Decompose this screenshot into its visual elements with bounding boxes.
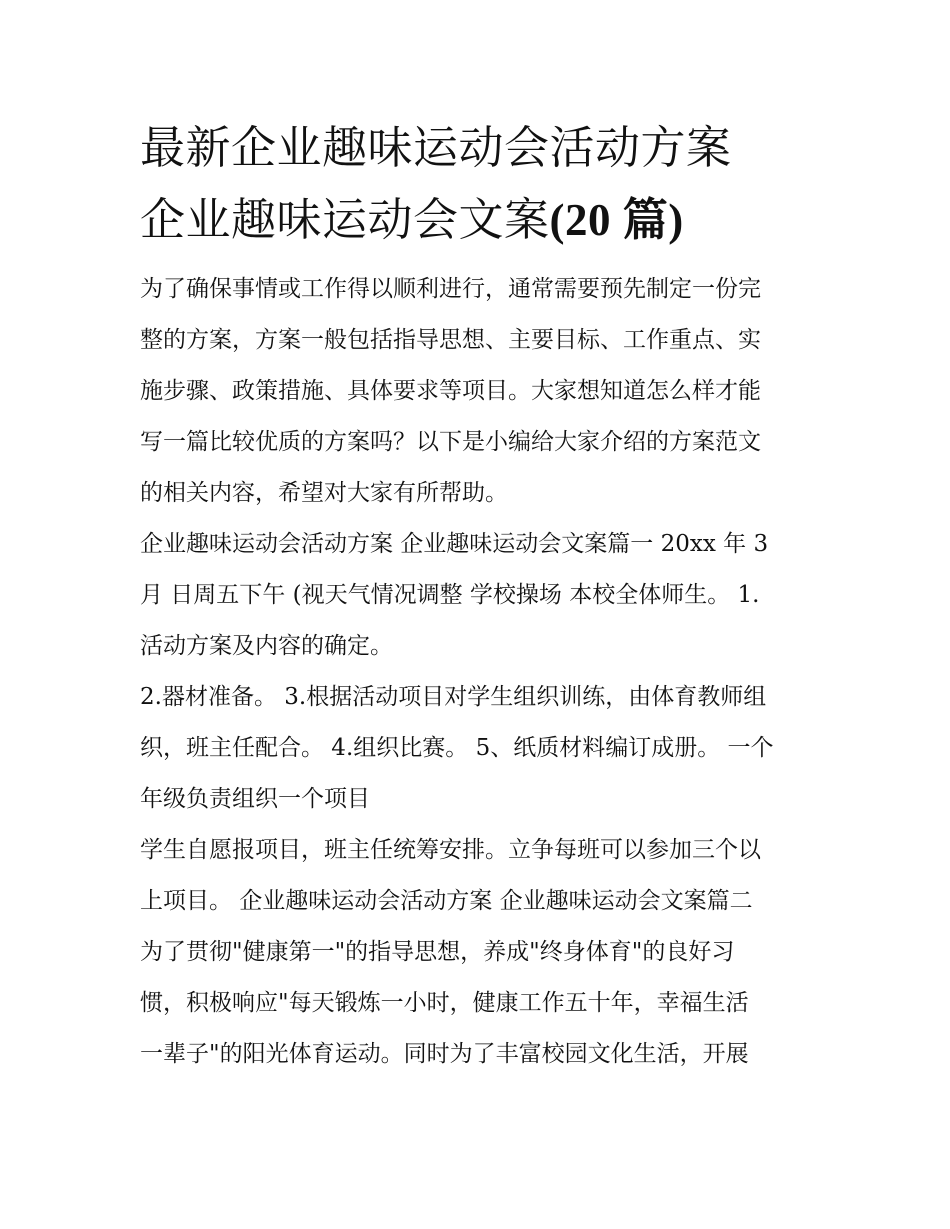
document-body <box>140 264 812 1080</box>
title-line-2 <box>140 184 812 256</box>
paragraph-line: 施步骤、政策措施、具体要求等项目。大家想知道怎么样才能 <box>140 378 761 404</box>
paragraph-line: 为了贯彻"健康第一"的指导思想，养成"终身体育"的良好习 <box>140 939 735 965</box>
paragraph-line: 写一篇比较优质的方案吗？以下是小编给大家介绍的方案范文 <box>140 429 761 455</box>
paragraph-line: 织，班主任配合。 4.组织比赛。 5、纸质材料编订成册。 一个 <box>140 735 774 761</box>
paragraph-line: 企业趣味运动会活动方案 企业趣味运动会文案篇一 20xx 年 3 <box>140 531 769 557</box>
paragraph-line: 惯，积极响应"每天锻炼一小时，健康工作五十年，幸福生活 <box>140 990 749 1016</box>
paragraph-steps <box>140 672 812 825</box>
paragraph-line: 月 日周五下午 (视天气情况调整 学校操场 本校全体师生。 1. <box>140 582 760 608</box>
paragraph-line: 2.器材准备。 3.根据活动项目对学生组织训练，由体育教师组 <box>140 684 767 710</box>
paragraph-intro <box>140 264 812 519</box>
paragraph-line: 上项目。 企业趣味运动会活动方案 企业趣味运动会文案篇二 <box>140 888 753 914</box>
title-count: (20 篇) <box>549 195 684 245</box>
paragraph-plan-one <box>140 519 812 672</box>
title-line-1: 最新企业趣味运动会活动方案 <box>140 121 732 174</box>
paragraph-line: 整的方案，方案一般包括指导思想、主要目标、工作重点、实 <box>140 327 761 353</box>
paragraph-line: 为了确保事情或工作得以顺利进行，通常需要预先制定一份完 <box>140 276 761 302</box>
paragraph-line: 的相关内容，希望对大家有所帮助。 <box>140 480 508 506</box>
paragraph-line: 学生自愿报项目，班主任统筹安排。立争每班可以参加三个以 <box>140 837 761 863</box>
document-title <box>140 112 812 256</box>
title-line-2-text: 企业趣味运动会文案 <box>140 193 550 246</box>
paragraph-line: 一辈子"的阳光体育运动。同时为了丰富校园文化生活，开展 <box>140 1041 749 1067</box>
paragraph-line: 年级负责组织一个项目 <box>140 786 370 812</box>
paragraph-line: 活动方案及内容的确定。 <box>140 633 393 659</box>
paragraph-plan-two <box>140 825 812 1080</box>
document-page <box>140 112 812 1080</box>
